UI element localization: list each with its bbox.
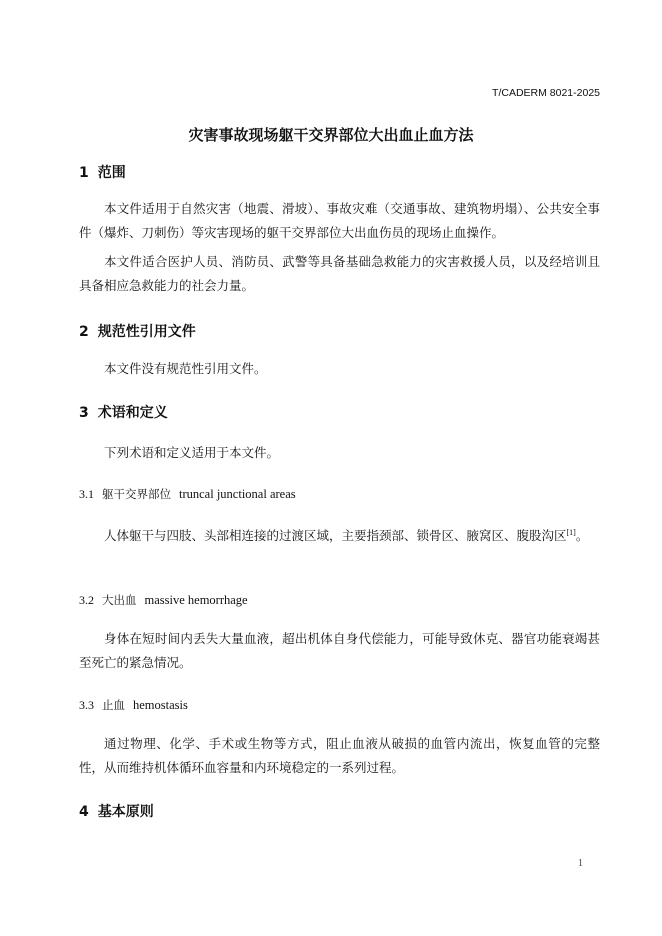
term-zh: 躯干交界部位 [102, 487, 171, 501]
term-definition-massive-hemorrhage: 身体在短时间内丢失大量血液，超出机体自身代偿能力，可能导致休克、器官功能衰竭甚至死亡的紧急情况。 [79, 631, 600, 670]
citation-reference: [1] [566, 528, 576, 537]
term-definition-hemostasis: 通过物理、化学、手术或生物等方式，阻止血液从破损的血管内流出，恢复血管的完整性，从而维持机体循环血容量和内环境稳定的一系列过程。 [79, 736, 600, 775]
term-heading-truncal-junctional [79, 486, 296, 502]
section-title: 基本原则 [97, 804, 154, 820]
page-number: 1 [578, 858, 583, 869]
term-zh: 大出血 [102, 593, 137, 607]
section-title: 范围 [97, 165, 126, 181]
section-title: 规范性引用文件 [97, 324, 196, 340]
section-heading-terms [79, 402, 168, 422]
document-title: 灾害事故现场躯干交界部位大出血止血方法 [188, 126, 474, 144]
term-number: 3.1 [79, 487, 94, 501]
term-zh: 止血 [102, 698, 125, 712]
section-number: 2 [79, 324, 89, 340]
section-number: 4 [79, 804, 89, 820]
term-en: hemostasis [133, 698, 188, 712]
section-heading-scope [79, 162, 126, 182]
term-heading-massive-hemorrhage [79, 592, 248, 608]
term-heading-hemostasis [79, 697, 188, 713]
term-definition-truncal-junctional [79, 521, 600, 548]
section-heading-normative-references [79, 321, 196, 341]
references-paragraph: 本文件没有规范性引用文件。 [104, 361, 267, 376]
term-number: 3.3 [79, 698, 94, 712]
section-heading-basic-principles [79, 801, 154, 821]
definition-end: 。 [575, 528, 589, 544]
scope-paragraph-2: 本文件适合医护人员、消防员、武警等具备基础急救能力的灾害救援人员，以及经培训且具备相应急救能力的社会力量。 [79, 254, 600, 293]
section-number: 3 [79, 405, 89, 421]
terms-intro-paragraph: 下列术语和定义适用于本文件。 [104, 445, 280, 460]
section-title: 术语和定义 [97, 405, 168, 421]
document-code: T/CADERM 8021-2025 [492, 87, 600, 99]
term-number: 3.2 [79, 593, 94, 607]
scope-paragraph-1: 本文件适用于自然灾害（地震、滑坡）、事故灾难（交通事故、建筑物坍塌）、公共安全事件（爆炸、刀刺伤）等灾害现场的躯干交界部位大出血伤员的现场止血操作。 [79, 201, 600, 240]
term-en: truncal junctional areas [179, 487, 296, 501]
definition-text: 人体躯干与四肢、头部相连接的过渡区域，主要指颈部、锁骨区、腋窝区、腹股沟区 [104, 528, 567, 544]
section-number: 1 [79, 165, 89, 181]
term-en: massive hemorrhage [144, 593, 248, 607]
